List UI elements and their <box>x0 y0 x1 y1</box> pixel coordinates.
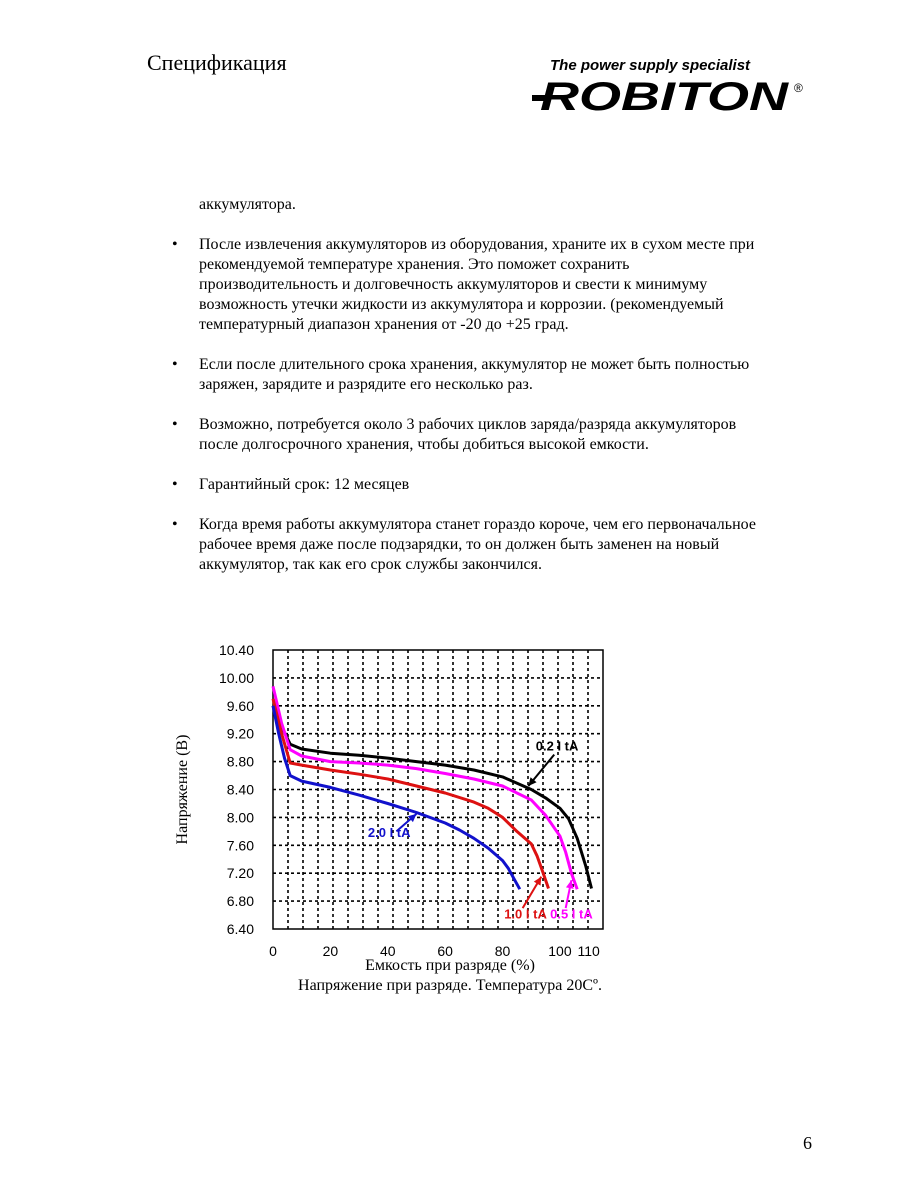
bullet-line: После извлечения аккумуляторов из оборудования, храните их в сухом месте при <box>199 236 755 253</box>
y-tick-label: 8.00 <box>226 809 254 826</box>
bullet-line: после долгосрочного хранения, чтобы добиться высокой емкости. <box>199 436 649 453</box>
bullet-line: заряжен, зарядите и разрядите его несколько раз. <box>199 376 533 393</box>
x-tick-label: 20 <box>322 943 339 959</box>
continuation-line: аккумулятора. <box>199 196 296 213</box>
bullet-item <box>172 475 812 495</box>
y-tick-label: 6.80 <box>226 893 254 910</box>
bullet-icon: • <box>172 356 178 373</box>
page-number: 6 <box>803 1133 812 1153</box>
bullet-icon: • <box>172 236 178 253</box>
y-tick-label: 10.00 <box>218 669 254 686</box>
annotation-label: 0.2 I tA <box>535 738 579 754</box>
bullet-line: производительность и долговечность аккумуляторов и свести к минимуму <box>199 276 708 293</box>
y-tick-label: 10.40 <box>218 642 254 658</box>
y-tick-label: 9.20 <box>226 725 254 742</box>
y-tick-label: 7.60 <box>226 837 254 854</box>
x-tick-label: 110 <box>577 943 600 959</box>
bullet-line: возможность утечки жидкости из аккумулятора и коррозии. (рекомендуемый <box>199 296 724 313</box>
y-tick-label: 6.40 <box>226 921 254 937</box>
y-tick-label: 9.60 <box>226 697 254 714</box>
bullet-item <box>172 415 812 455</box>
y-tick-label: 8.40 <box>226 781 254 798</box>
annotation-label: 0.5 I tA <box>550 906 593 922</box>
bullet-line: Когда время работы аккумулятора станет гораздо короче, чем его первоначальное <box>199 516 756 533</box>
bullet-line: рекомендуемой температуре хранения. Это поможет сохранить <box>199 256 630 273</box>
logo-wordmark: ROBITON <box>540 76 790 116</box>
bullet-line: аккумулятор, так как его срок службы закончился. <box>199 556 542 573</box>
bullet-icon: • <box>172 516 178 533</box>
body-text <box>172 195 812 595</box>
bullet-line: Если после длительного срока хранения, аккумулятор не может быть полностью <box>199 356 750 373</box>
bullet-item <box>172 515 812 575</box>
bullet-icon: • <box>172 476 178 493</box>
chart-caption: Напряжение при разряде. Температура 20Cº. <box>298 977 602 994</box>
annotation-label: 2.0 I tA <box>367 824 411 840</box>
bullet-line: температурный диапазон хранения от -20 до +25 град. <box>199 316 569 333</box>
x-axis-title: Емкость при разряде (%) <box>365 957 535 974</box>
x-tick-label: 60 <box>437 943 453 959</box>
bullet-icon: • <box>172 416 178 433</box>
y-axis-title: Напряжение (В) <box>174 734 191 845</box>
robiton-logo <box>532 76 812 116</box>
bullet-line: рабочее время даже после подзарядки, то он должен быть заменен на новый <box>199 536 720 553</box>
y-tick-label: 8.80 <box>226 753 254 770</box>
document-title: Спецификация <box>147 50 287 75</box>
brand-slogan: The power supply specialist <box>550 57 751 74</box>
bullet-line: Возможно, потребуется около 3 рабочих циклов заряда/разряда аккумуляторов <box>199 416 737 433</box>
bullet-line: Гарантийный срок: 12 месяцев <box>199 476 410 493</box>
bullet-item <box>172 235 812 335</box>
y-tick-label: 7.20 <box>226 865 254 882</box>
x-tick-label: 0 <box>269 943 277 959</box>
x-tick-label: 80 <box>494 943 511 959</box>
x-tick-label: 40 <box>379 943 396 959</box>
annotation-label: 1.0 I tA <box>504 906 547 922</box>
series-line-2 <box>273 699 549 889</box>
discharge-chart <box>160 630 820 960</box>
logo-registered-mark: ® <box>794 81 803 95</box>
annotation-arrowhead-icon <box>566 880 574 889</box>
bullet-list <box>172 235 812 575</box>
x-tick-label: 100 <box>548 943 572 959</box>
bullet-item <box>172 355 812 395</box>
